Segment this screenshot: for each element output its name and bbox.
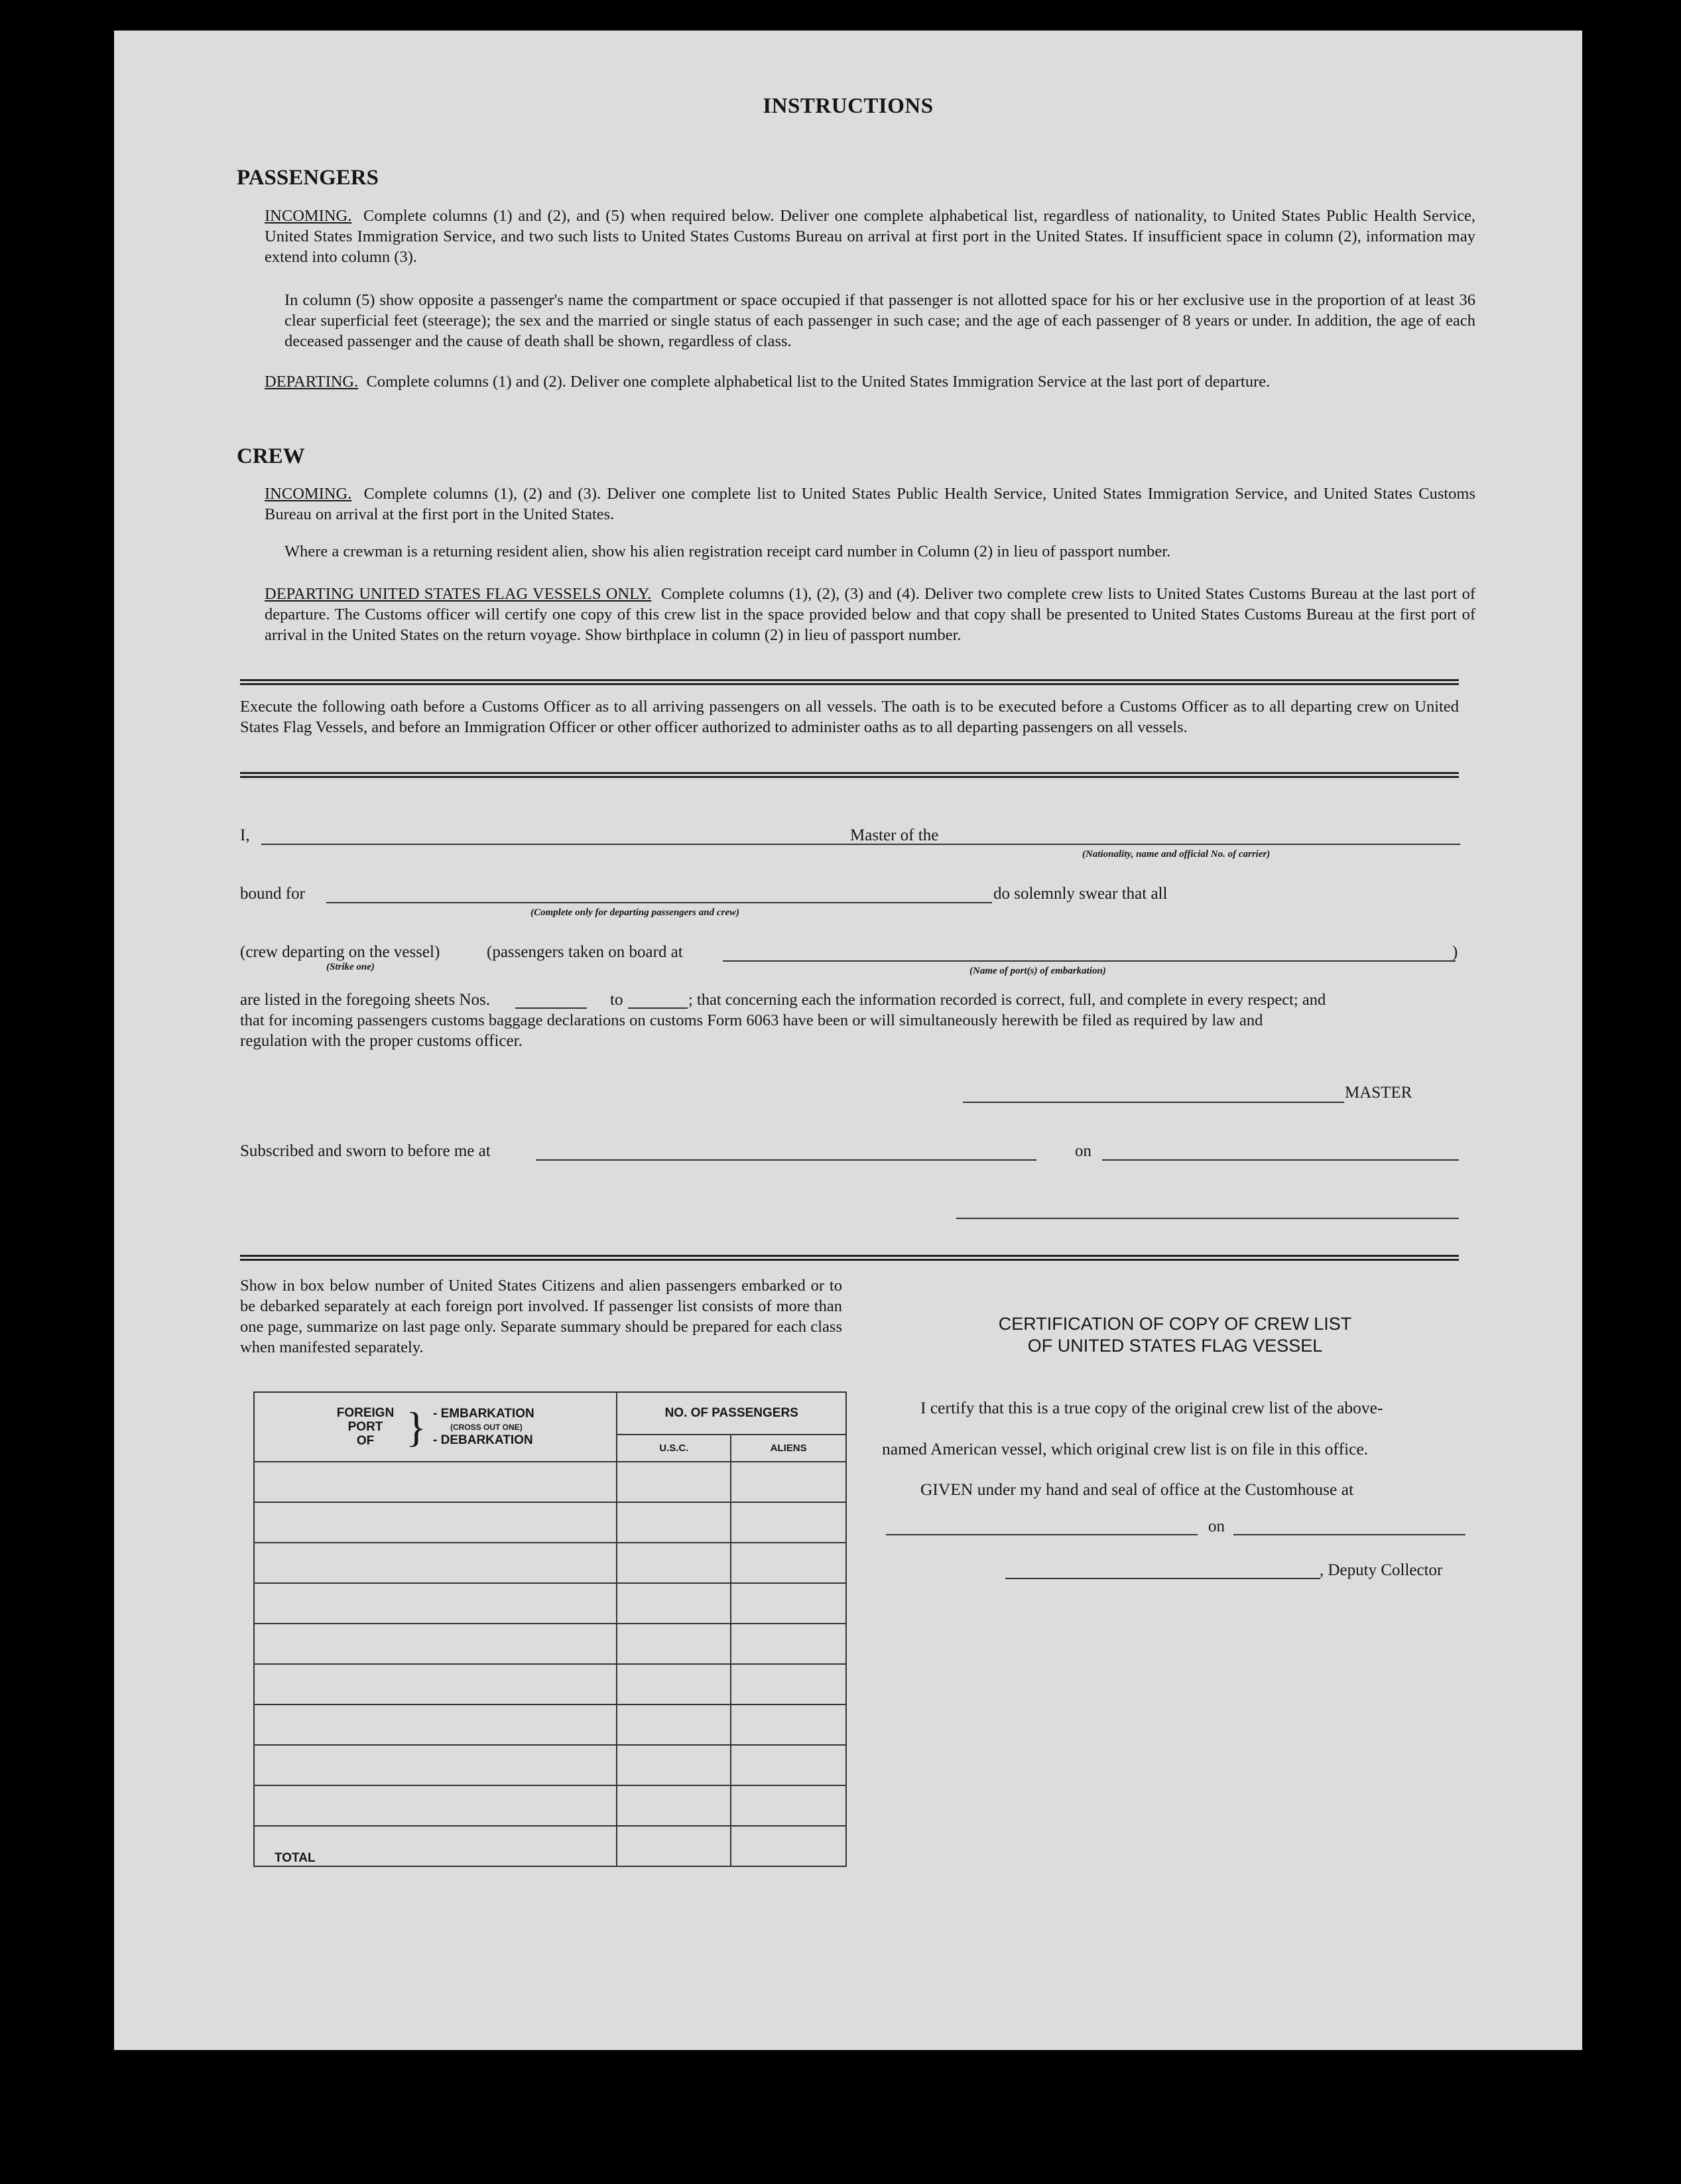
table-row [254,1624,846,1664]
master-of-the-label: Master of the [850,826,939,844]
usc-cell[interactable] [617,1664,731,1704]
passengers-departing-lead: DEPARTING. [265,373,359,391]
passengers-departing-text: Complete columns (1) and (2). Deliver one complete alphabetical list to the United States Immigration Service at the last port of departure. [366,373,1271,391]
passengers-incoming-lead: INCOMING. [265,207,352,225]
total-row [254,1826,846,1866]
crew-departing-option[interactable]: (crew departing on the vessel) [240,943,440,961]
of-label: OF [356,1434,375,1448]
bound-for-label: bound for [240,885,305,903]
master-label: MASTER [1345,1084,1412,1102]
listed-regulation-text: regulation with the proper customs officer. [240,1032,523,1050]
embarkation-option[interactable]: - EMBARKATION [433,1406,534,1421]
table-row [254,1583,846,1624]
deputy-signature-field[interactable] [1005,1578,1320,1579]
close-paren: ) [1452,943,1458,961]
crew-departing-lead: DEPARTING UNITED STATES FLAG VESSELS ONLY. [265,585,652,603]
crew-departing-text: Complete columns (1), (2), (3) and (4). Deliver two complete crew lists to United States Customs Bureau at the last port of departure. The Customs officer will certify one copy of this crew list in the space provided below and that copy shall be presented to United States Customs Bureau at the first port of arrival in the United States on the return voyage. Show birthplace in column (2) in lieu of passport number. [265,585,1475,644]
total-usc-cell[interactable] [617,1826,731,1866]
passenger-summary-table [253,1391,847,1867]
usc-cell[interactable] [617,1502,731,1543]
master-signature-field[interactable] [963,1102,1344,1103]
embarkation-ports-field[interactable] [723,960,1456,962]
strike-one-hint: (Strike one) [326,962,375,972]
certification-heading [877,1313,1473,1357]
listed-to-label: to [610,991,623,1009]
table-row [254,1543,846,1583]
aliens-cell[interactable] [731,1664,846,1704]
usc-cell[interactable] [617,1704,731,1745]
port-cell[interactable] [254,1664,617,1704]
cross-out-hint: (CROSS OUT ONE) [450,1422,523,1432]
crew-heading: CREW [237,444,305,468]
crew-departing-paragraph [265,584,1475,645]
table-row [254,1462,846,1502]
foreign-label: FOREIGN [336,1406,395,1420]
passengers-taken-option[interactable]: (passengers taken on board at [487,943,683,961]
passengers-incoming-text: Complete columns (1) and (2), and (5) when required below. Deliver one complete alphabetical list, regardless of nationality, to United States Public Health Service, United States Immigration Service, and two such lists to United States Customs Bureau on arrival at first port in the United States. If insufficient space in column (2), information may extend into column (3). [265,207,1476,266]
aliens-cell[interactable] [731,1745,846,1785]
carrier-hint: (Nationality, name and official No. of carrier) [1082,849,1271,860]
certification-line2: named American vessel, which original crew list is on file in this office. [882,1439,1369,1458]
port-header-cell [254,1392,617,1462]
officer-signature-field[interactable] [956,1218,1459,1219]
brace-glyph: } [406,1403,427,1450]
sheets-to-field[interactable] [628,1007,688,1009]
certification-heading-line1: CERTIFICATION OF COPY OF CREW LIST [998,1314,1352,1334]
aliens-cell[interactable] [731,1543,846,1583]
bound-for-hint: (Complete only for departing passengers and crew) [530,907,739,918]
passengers-departing-paragraph [265,371,1475,392]
certification-line3: GIVEN under my hand and seal of office at the Customhouse at [920,1480,1354,1499]
port-cell[interactable] [254,1624,617,1664]
carrier-field[interactable] [956,844,1460,845]
embarkation-ports-hint: (Name of port(s) of embarkation) [969,966,1106,976]
crew-incoming-lead: INCOMING. [265,485,352,503]
aliens-cell[interactable] [731,1502,846,1543]
table-row [254,1704,846,1745]
aliens-cell[interactable] [731,1624,846,1664]
no-passengers-header: NO. OF PASSENGERS [617,1392,846,1435]
aliens-header: ALIENS [731,1435,846,1462]
debarkation-option[interactable]: - DEBARKATION [433,1433,533,1447]
bound-for-field[interactable] [326,902,992,903]
passengers-incoming-paragraph [265,206,1475,267]
usc-header: U.S.C. [617,1435,731,1462]
usc-cell[interactable] [617,1462,731,1502]
aliens-cell[interactable] [731,1785,846,1826]
certification-heading-line2: OF UNITED STATES FLAG VESSEL [1027,1336,1323,1356]
total-label: TOTAL [254,1826,617,1866]
port-cell[interactable] [254,1462,617,1502]
oath-i-label: I, [240,826,250,844]
table-row [254,1502,846,1543]
certification-on-label: on [1208,1517,1225,1535]
passengers-column5-paragraph: In column (5) show opposite a passenger's name the compartment or space occupied if that passenger is not allotted space for his or her exclusive use in the proportion of at least 36 clear superficial feet (steerage); the sex and the married or single status of each passenger in such case; and the age of each passenger of 8 years or under. In addition, the age of each deceased passenger and the cause of death shall be shown, regardless of class. [284,291,1475,350]
port-cell[interactable] [254,1502,617,1543]
oath-instructions: Execute the following oath before a Customs Officer as to all arriving passengers on all vessels. The oath is to be executed before a Customs Officer as to all departing crew on United States Flag Vessels, and before an Immigration Officer or other officer authorized to administer oaths as to all departing passengers on all vessels. [240,698,1459,736]
sworn-date-field[interactable] [1102,1159,1459,1161]
sworn-on-label: on [1075,1142,1091,1160]
port-cell[interactable] [254,1745,617,1785]
usc-cell[interactable] [617,1745,731,1785]
port-cell[interactable] [254,1704,617,1745]
summary-note: Show in box below number of United States Citizens and alien passengers embarked or to be debarked separately at each foreign port involved. If passenger list consists of more than one page, summarize on last page only. Separate summary should be prepared for each class when manifested separately. [240,1277,842,1356]
listed-sheets-text: are listed in the foregoing sheets Nos. [240,991,490,1009]
port-cell[interactable] [254,1785,617,1826]
usc-cell[interactable] [617,1543,731,1583]
crew-incoming-paragraph [265,483,1475,525]
crew-resident-paragraph: Where a crewman is a returning resident alien, show his alien registration receipt card number in Column (2) in lieu of passport number. [284,543,1171,560]
table-row [254,1745,846,1785]
total-aliens-cell[interactable] [731,1826,846,1866]
customhouse-field[interactable] [886,1534,1198,1535]
sworn-place-field[interactable] [536,1159,1036,1161]
aliens-cell[interactable] [731,1583,846,1624]
usc-cell[interactable] [617,1624,731,1664]
form-page [114,31,1582,2050]
aliens-cell[interactable] [731,1704,846,1745]
table-row [254,1664,846,1704]
aliens-cell[interactable] [731,1462,846,1502]
crew-incoming-text: Complete columns (1), (2) and (3). Deliver one complete list to United States Public Health Service, United States Immigration Service, and United States Customs Bureau on arrival at the first port in the United States. [265,485,1475,523]
certification-date-field[interactable] [1233,1534,1465,1535]
passengers-heading: PASSENGERS [237,166,379,190]
deputy-collector-label: , Deputy Collector [1320,1561,1443,1579]
table-row [254,1785,846,1826]
port-cell[interactable] [254,1583,617,1624]
port-label: PORT [347,1420,383,1434]
usc-cell[interactable] [617,1583,731,1624]
sheets-from-field[interactable] [515,1007,587,1009]
certification-line1: I certify that this is a true copy of the original crew list of the above- [920,1398,1383,1417]
page-title: INSTRUCTIONS [763,94,934,118]
double-rule [240,1255,1459,1261]
double-rule [240,679,1459,685]
usc-cell[interactable] [617,1785,731,1826]
solemnly-swear-text: do solemnly swear that all [993,885,1168,903]
port-cell[interactable] [254,1543,617,1583]
listed-baggage-text: that for incoming passengers customs baggage declarations on customs Form 6063 have been or will simultaneously herewith be filed as required by law and [240,1011,1263,1029]
listed-declaration-text: ; that concerning each the information recorded is correct, full, and complete in every respect; and [688,991,1326,1009]
subscribed-sworn-text: Subscribed and sworn to before me at [240,1142,491,1160]
double-rule [240,772,1459,778]
